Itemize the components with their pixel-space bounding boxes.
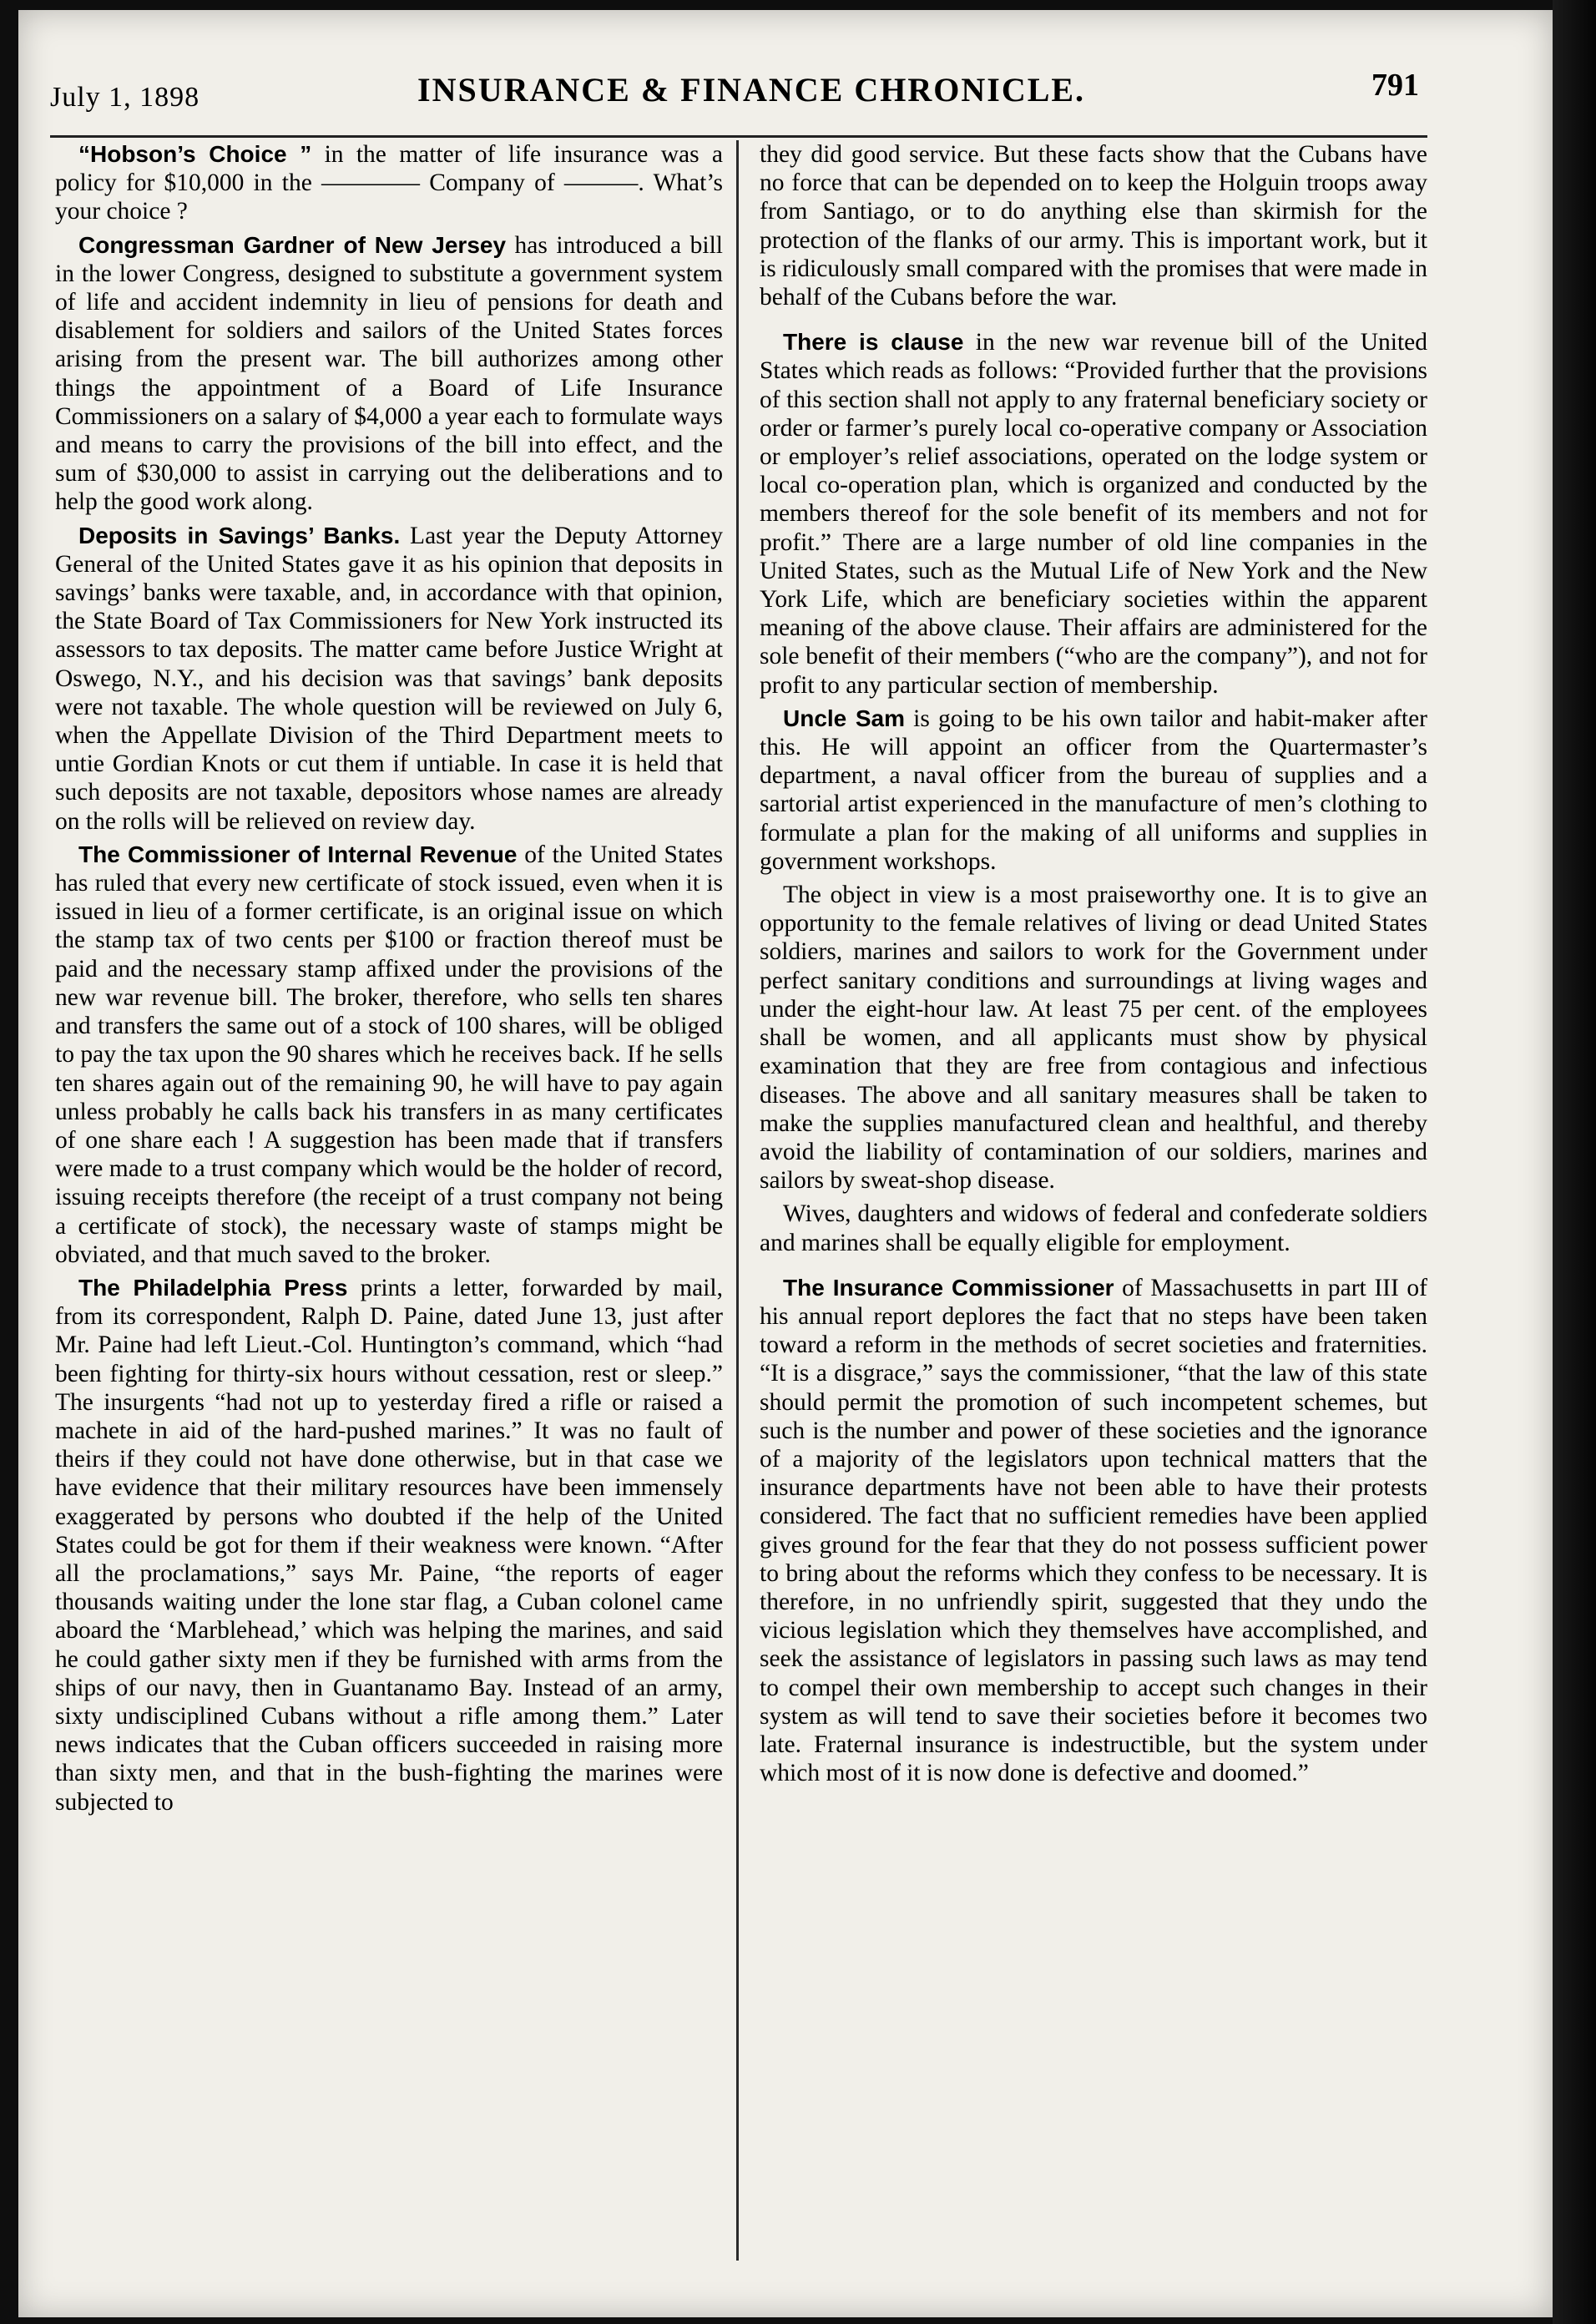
article-hobsons-choice	[55, 140, 723, 226]
article-paragraph	[760, 881, 1427, 1195]
article-lead: The Insurance Commissioner	[783, 1274, 1114, 1301]
right-column	[760, 140, 1427, 1792]
article-savings-banks	[55, 522, 723, 836]
page-header	[50, 58, 1419, 125]
header-date: July 1, 1898	[50, 82, 200, 113]
left-column	[55, 140, 723, 1821]
article-body: has introduced a bill in the lower Congress, designed to substitute a government system of life and accident indemnity in lieu of pensions for death and disablement for soldiers and sailors of the United States forces arising from the present war. The bill authorizes among other things the appointment of a Board of Life Insurance Commissioners on a salary of $4,000 a year each to formulate ways and means to carry the provisions of the bill into effect, and the sum of $30,000 to assist in carrying out the deliberations and to help the good work along.	[55, 231, 723, 516]
article-body: The object in view is a most praiseworthy one. It is to give an opportunity to the female relatives of living or dead United States soldiers, marines and sailors to work for the Government under perfect sanitary conditions and surroundings at living wages and under the eight-hour law. At least 75 per cent. of the employees shall be women, and all applicants must show by physical examination that they are free from contagious and infectious diseases. The above and all sanitary measures shall be taken to make the supplies manufactured clean and healthful, and thereby avoid the liability of contamination of our soldiers, marines and sailors by sweat-shop disease.	[760, 882, 1427, 1195]
article-body: Last year the Deputy Attorney General of the United States gave it as his opinion that deposits in savings’ banks were taxable, and, in accordance with that opinion, the State Board of Tax Commissioners for New York instructed its assessors to tax deposits. The matter came before Justice Wright at Oswego, N.Y., and his decision was that savings’ bank deposits were not taxable. The whole question will be reviewed on July 6, when the Appellate Division of the Third Department meets to untie Gordian Knots or cut them if untiable. In case it is held that such deposits are not taxable, depositors whose names are already on the rolls will be relieved on review day.	[55, 522, 723, 835]
article-body: they did good service. But these facts show that the Cubans have no force that can be depended on to keep the Holguin troops away from Santiago, or to do anything else than skirmish for the protection of the flanks of our army. This is important work, but it is ridiculously small compared with the promises that were made in behalf of the Cubans before the war.	[760, 141, 1427, 311]
article-insurance-commissioner	[760, 1274, 1427, 1788]
article-continuation	[760, 140, 1427, 311]
article-lead: Deposits in Savings’ Banks.	[78, 522, 401, 548]
article-lead: Uncle Sam	[783, 705, 905, 731]
article-lead: Congressman Gardner of New Jersey	[78, 231, 507, 258]
article-body: in the matter of life insurance was a policy for $10,000 in the ———— Company of ———. What’s your choice ?	[55, 141, 723, 225]
header-rule	[50, 135, 1427, 138]
article-lead: The Commissioner of Internal Revenue	[78, 841, 518, 867]
article-paragraph	[760, 1200, 1427, 1256]
publication-title: INSURANCE & FINANCE CHRONICLE.	[417, 71, 1086, 109]
article-body: Wives, daughters and widows of federal and confederate soldiers and marines shall be equally eligible for employment.	[760, 1200, 1427, 1256]
article-lead: The Philadelphia Press	[78, 1274, 348, 1301]
article-body: prints a letter, forwarded by mail, from its correspondent, Ralph D. Paine, dated June 13, just after Mr. Paine had left Lieut.-Col. Huntington’s command, which “had been fighting for thirty-six hours without cessation, rest or sleep.” The insurgents “had not up to yesterday fired a rifle or raised a machete in aid of the hard-pushed marines.” It was no fault of theirs if they could not have done otherwise, but in that case we have evidence that their military resources have been immensely exaggerated by persons who doubted if the help of the United States could be got for them if their weakness were known. “After all the proclamations,” says Mr. Paine, “the reports of eager thousands waiting under the lone star flag, a Cuban colonel came aboard the ‘Marblehead,’ which was helping the marines, and said he could gather sixty men if they be furnished with arms from the ships of our navy, then in Guantanamo Bay. Instead of an army, sixty undisciplined Cubans without a rifle among them.” Later news indicates that the Cuban officers succeeded in raising more than sixty men, and that in the bush-fighting the marines were subjected to	[55, 1274, 723, 1816]
column-divider	[736, 140, 739, 2261]
article-war-revenue-clause	[760, 328, 1427, 700]
article-body: in the new war revenue bill of the United States which reads as follows: “Provided further that the provisions of this section shall not apply to any fraternal beneficiary society or order or farmer’s purely local co-operative company or Association or employer’s relief associations, operated on the lodge system or local co-operation plan, which is organized and conducted by the members thereof for the sole benefit of its members and not for profit.” There are a large number of old line companies in the United States, such as the Mutual Life of New York and the New York Life, which are beneficiary societies within the apparent meaning of the above clause. Their affairs are administered for the sole benefit of their members (“who are the company”), and not for profit to any particular section of membership.	[760, 329, 1427, 699]
page-number: 791	[1371, 68, 1419, 103]
article-body: is going to be his own tailor and habit-maker after this. He will appoint an officer from the Quartermaster’s department, a naval officer from the bureau of supplies and a sartorial artist experienced in the manufacture of men’s clothing to formulate a plan for the making of all uniforms and supplies in government workshops.	[760, 705, 1428, 875]
article-internal-revenue	[55, 841, 723, 1269]
article-body: of Massachusetts in part III of his annual report deplores the fact that no steps have been taken toward a reform in the methods of secret societies and fraternities. “It is a disgrace,” says the commissioner, “that the law of this state should permit the promotion of such incompetent schemes, but such is the number and power of these societies and the ignorance of a majority of the legislators upon technical matters that the insurance departments have not been able to have their protests considered. The fact that no sufficient remedies have been applied gives ground for the fear that they do not possess sufficient power to bring about the reforms which they confess to be necessary. It is therefore, in no unfriendly spirit, suggested that they undo the vicious legislation which they themselves have accomplished, and seek the assistance of legislators in passing such laws as may tend to compel their own membership to accept such changes in their system as will tend to save their societies before it becomes two late. Fraternal insurance is indestructible, but the system under which most of it is now done is defective and doomed.”	[760, 1274, 1427, 1787]
article-philadelphia-press	[55, 1274, 723, 1816]
article-lead: There is clause	[783, 329, 964, 356]
article-body: of the United States has ruled that every new certificate of stock issued, even when it is issued in lieu of a former certificate, is an original issue on which the stamp tax of two cents per $100 or fraction thereof must be paid and the necessary stamp affixed under the provisions of the new war revenue bill. The broker, therefore, who sells ten shares and transfers the same out of a stock of 100 shares, will be obliged to pay the tax upon the 90 shares which he receives back. If he sells ten shares again out of the remaining 90, he will have to pay again unless probably he calls back his transfers in as many certificates of one share each ! A suggestion has been made that if transfers were made to a trust company which would be the holder of record, issuing receipts therefore (the receipt of a trust company not being a certificate of stock), the necessary waste of stamps might be obviated, and that much saved to the broker.	[55, 841, 724, 1268]
article-uncle-sam	[760, 705, 1427, 876]
article-gardner-bill	[55, 231, 723, 517]
article-lead: “Hobson’s Choice ”	[78, 141, 312, 167]
scan-border	[1553, 0, 1596, 2324]
